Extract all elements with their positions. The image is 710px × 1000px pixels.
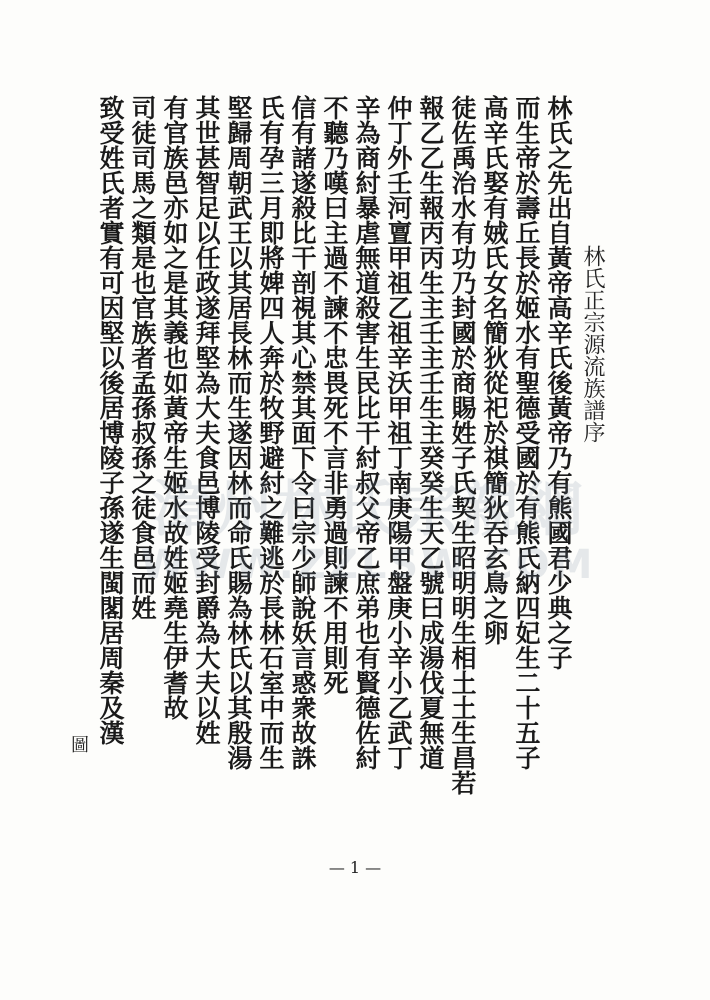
watermark-chinese: 漳州林氏宗親網 bbox=[151, 475, 585, 545]
text-column: 氏有孕三月即將婢四人奔於牧野避紂之難逃於長林石室中而生 bbox=[256, 95, 285, 770]
text-column: 堅歸周朝武王以其居長林而生遂因林而命氏賜為林氏以其殷湯 bbox=[224, 95, 253, 770]
text-column: 報乙乙生報丙丙生主壬主壬生主癸癸生天乙號曰成湯伐夏無道 bbox=[416, 95, 445, 770]
manuscript-text-block bbox=[68, 95, 610, 835]
text-column: 不聽乃嘆曰主過不諫不忠畏死不言非勇過則諫不用則死 bbox=[320, 95, 349, 695]
text-column: 其世甚智足以任政遂拜堅為大夫食邑博陵受封爵為大夫以姓 bbox=[192, 95, 221, 745]
text-column: 辛為商紂暴虐無道殺害生民比干紂叔父帝乙庶弟也有賢德佐紂 bbox=[352, 95, 381, 770]
document-title: 林氏正宗源流族譜序 bbox=[580, 245, 605, 443]
text-column: 高辛氏娶有娀氏女名簡狄從祀於祺簡狄吞玄鳥之卵 bbox=[480, 95, 509, 645]
text-column: 司徒司馬之類是也官族者孟孫叔孫之徒食邑而姓 bbox=[128, 95, 157, 620]
text-column: 而生帝於壽丘長於姬水有聖德受國於有熊氏納四妃生二十五子 bbox=[512, 95, 541, 770]
text-column: 仲丁外壬河亶甲祖乙祖辛沃甲祖丁南庚陽甲盤庚小辛小乙武丁 bbox=[384, 95, 413, 770]
text-column: 致受姓氏者實有可因堅以後居博陵子孫遂生閩閣居周秦及漢 bbox=[96, 95, 125, 745]
watermark-english: WWW.ZZLSW.COM bbox=[140, 542, 596, 588]
seal-mark: 圖 bbox=[68, 735, 89, 753]
text-column: 有官族邑亦如之是其義也如黃帝生姬水故姓姬堯生伊耆故 bbox=[160, 95, 189, 720]
text-column: 信有諸遂殺比干剖視其心禁其面下令曰宗少師說妖言惑衆故誅 bbox=[288, 95, 317, 770]
page-number: — 1 — bbox=[328, 858, 382, 877]
text-column: 林氏之先出自黃帝高辛氏後黃帝乃有熊國君少典之子 bbox=[544, 95, 573, 670]
text-column: 徒佐禹治水有功乃封國於商賜姓子氏契生昭明明生相土土生昌若 bbox=[448, 95, 477, 795]
